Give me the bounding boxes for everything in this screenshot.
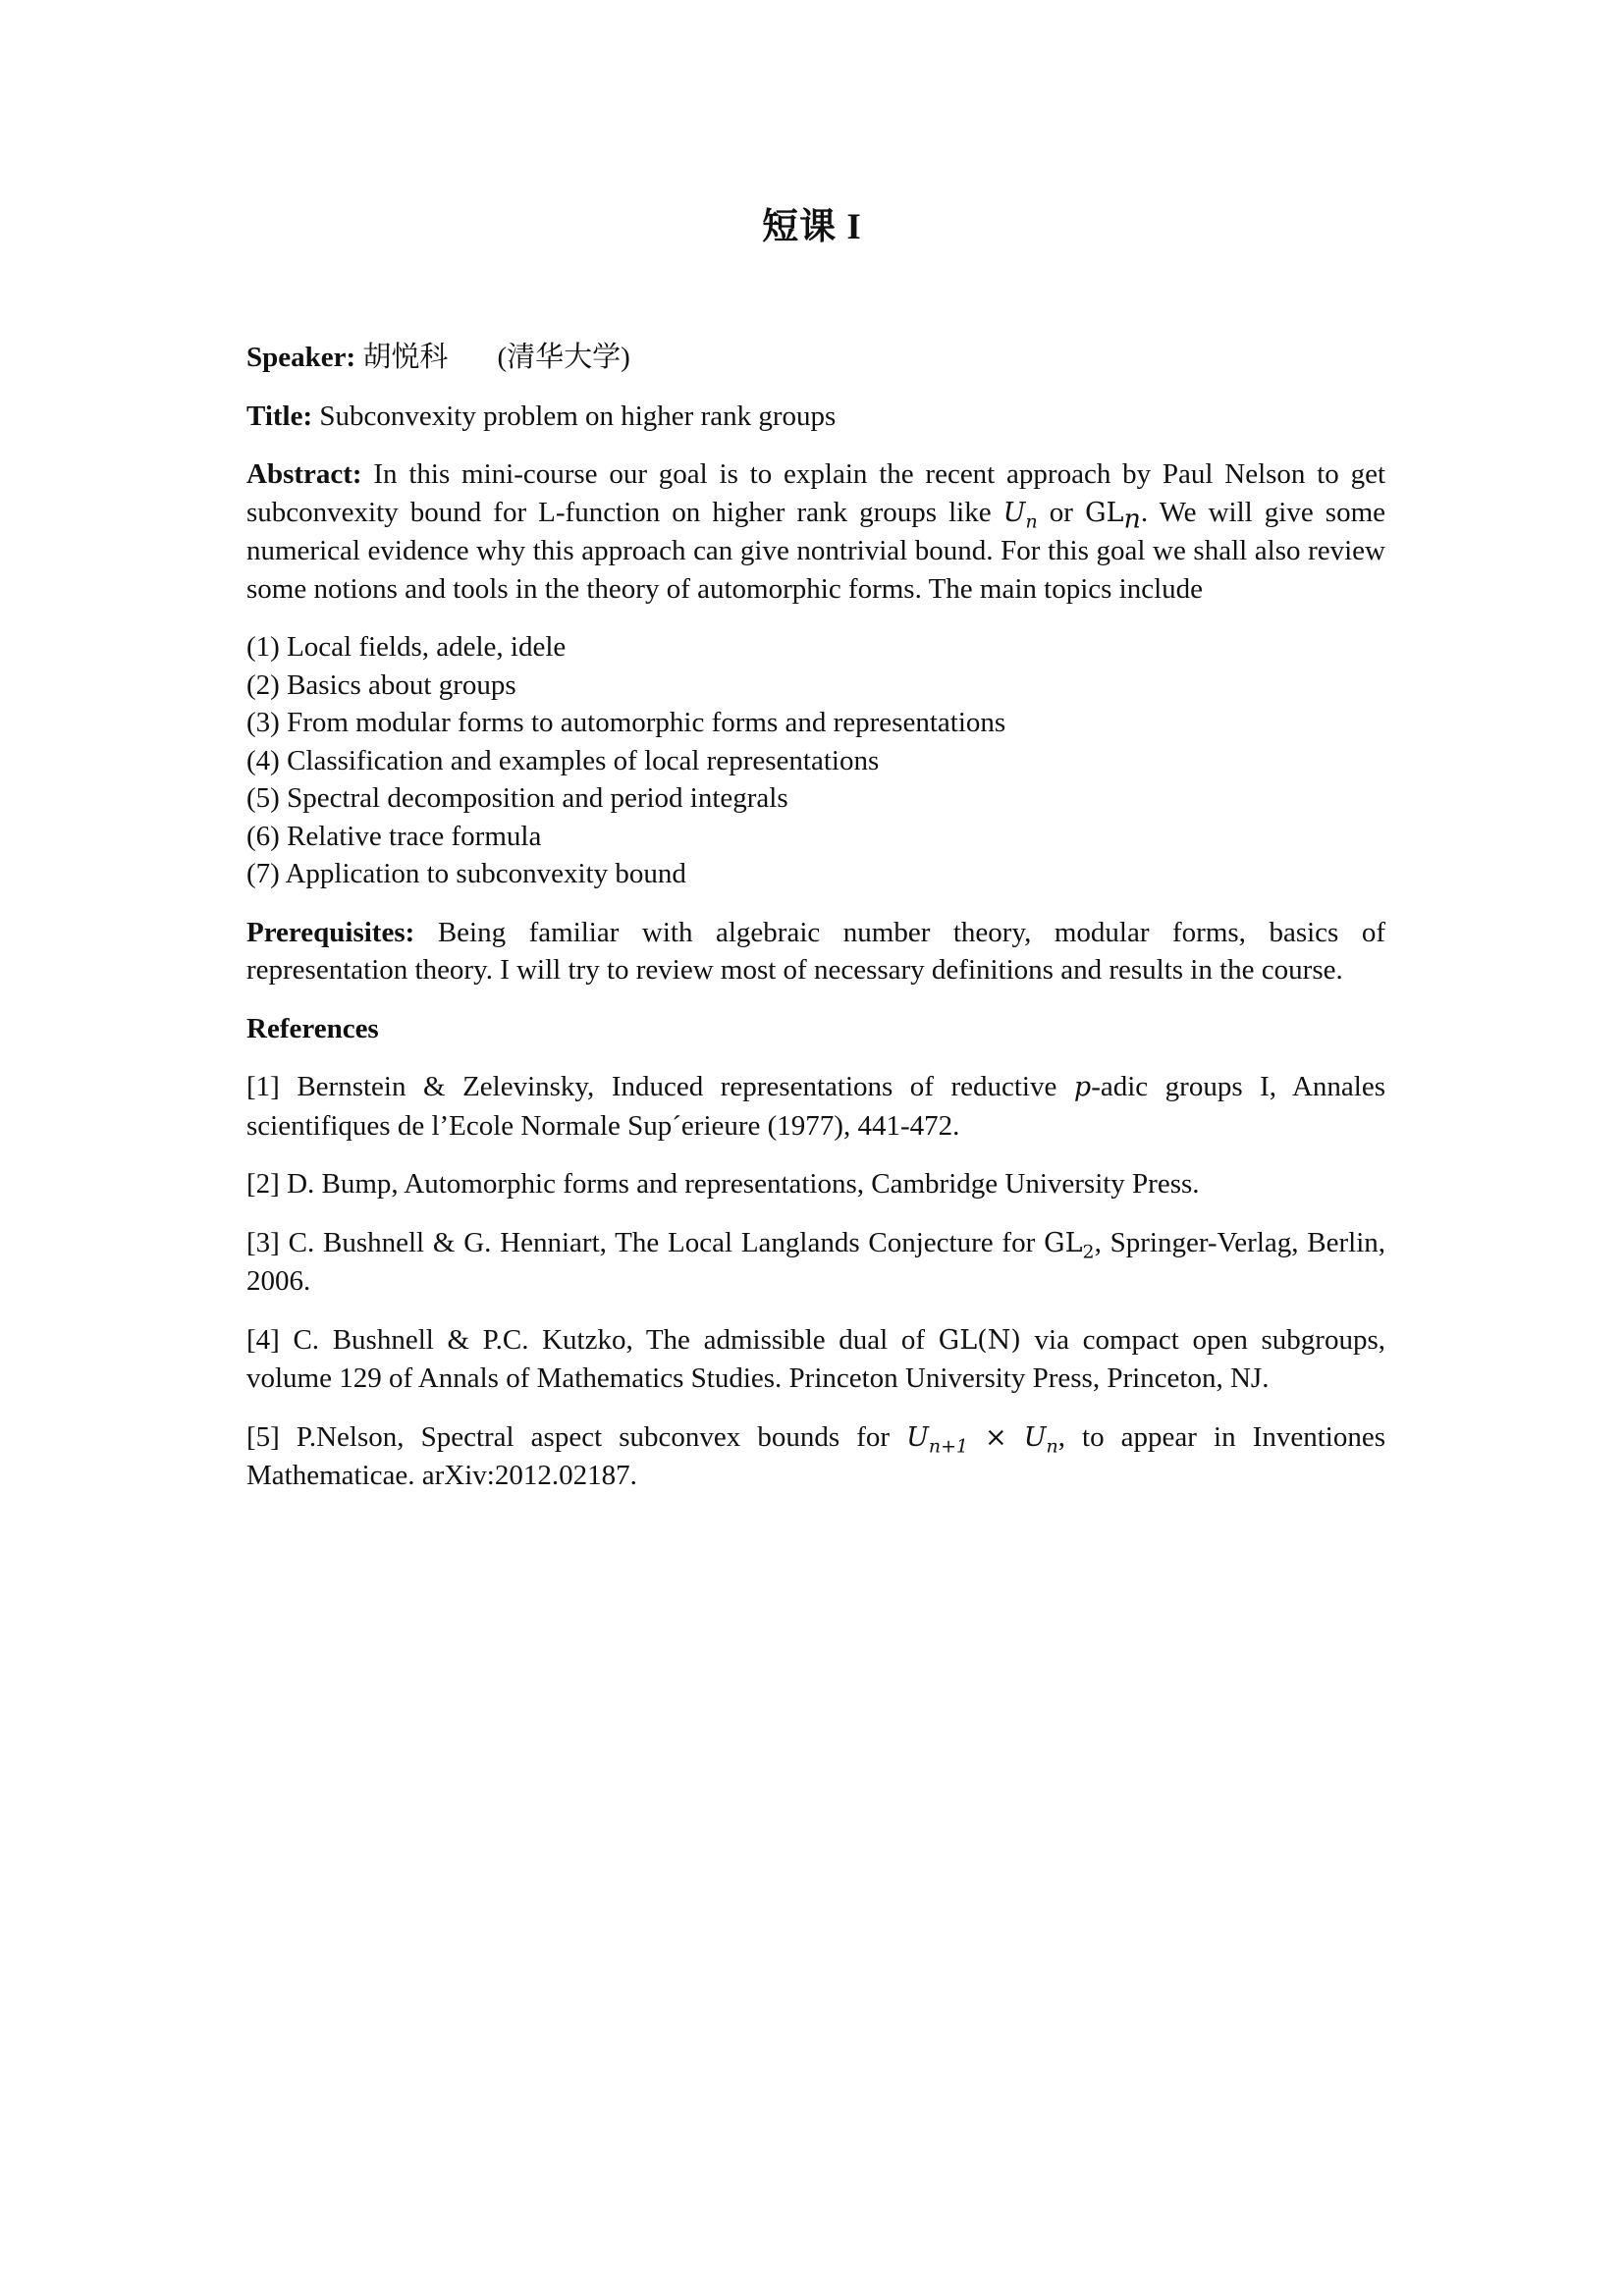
- course-title-label: Title:: [246, 400, 313, 432]
- document-body: [246, 339, 1385, 1516]
- abstract-or: or: [1049, 496, 1073, 528]
- page-title: 短课 I: [762, 207, 862, 247]
- abstract-paragraph: [246, 455, 1385, 608]
- topic-item: (5) Spectral decomposition and period integrals: [246, 782, 788, 814]
- speaker-line: [246, 339, 1385, 377]
- topic-item: (6) Relative trace formula: [246, 820, 542, 852]
- abstract-text-2: . We will give some numerical evidence why this approach can give nontrivial bound. For this goal we shall also review some notions and tools in the theory of automorphic forms. The main topics include: [246, 496, 1386, 605]
- course-title-line: [246, 398, 1385, 436]
- abstract-text-1: In this mini-course our goal is to explain the recent approach by Paul Nelson to get subconvexity bound for L-function on higher rank groups like: [246, 458, 1386, 528]
- speaker-name: 胡悦科: [362, 342, 449, 373]
- reference-2: [2] D. Bump, Automorphic forms and representations, Cambridge University Press.: [246, 1168, 1200, 1200]
- reference-5: [5] P.Nelson, Spectral aspect subconvex bounds for $U_{n+1} \times U_n$, to appear in Inventiones Mathematicae. arXiv:2012.02187.: [246, 1420, 1385, 1491]
- abstract-label: Abstract:: [246, 458, 362, 490]
- prerequisites-text: Being familiar with algebraic number theory, modular forms, basics of representation theory. I will try to review most of necessary definitions and results in the course.: [246, 916, 1385, 986]
- reference-1: [1] Bernstein & Zelevinsky, Induced representations of reductive p-adic groups I, Annales scientifiques de l’Ecole Normale Sup´erieure (1977), 441-472.: [246, 1071, 1385, 1142]
- math-gln: $GL_n$: [1084, 497, 1141, 534]
- topic-item: (2) Basics about groups: [246, 668, 516, 701]
- course-title-text: Subconvexity problem on higher rank groups: [319, 400, 837, 432]
- reference-3: [3] C. Bushnell & G. Henniart, The Local Langlands Conjecture for $GL_2$, Springer-Verlag, Berlin, 2006.: [246, 1226, 1386, 1297]
- reference-4: [4] C. Bushnell & P.C. Kutzko, The admissible dual of GL(N) via compact open subgroups, volume 129 of Annals of Mathematics Studies. Princeton University Press, Princeton, NJ.: [246, 1323, 1385, 1394]
- prerequisites-paragraph: [246, 914, 1385, 989]
- topics-list: [246, 628, 1385, 893]
- topic-item: (4) Classification and examples of local representations: [246, 744, 880, 776]
- speaker-affiliation: (清华大学): [497, 342, 630, 373]
- topic-item: (7) Application to subconvexity bound: [246, 858, 686, 889]
- speaker-label: Speaker:: [246, 342, 356, 373]
- references-heading: References: [246, 1012, 379, 1044]
- topic-item: (1) Local fields, adele, idele: [246, 631, 567, 663]
- math-un: $U_n$: [1002, 497, 1038, 532]
- prerequisites-label: Prerequisites:: [246, 916, 415, 948]
- topic-item: (3) From modular forms to automorphic forms and representations: [246, 707, 1006, 738]
